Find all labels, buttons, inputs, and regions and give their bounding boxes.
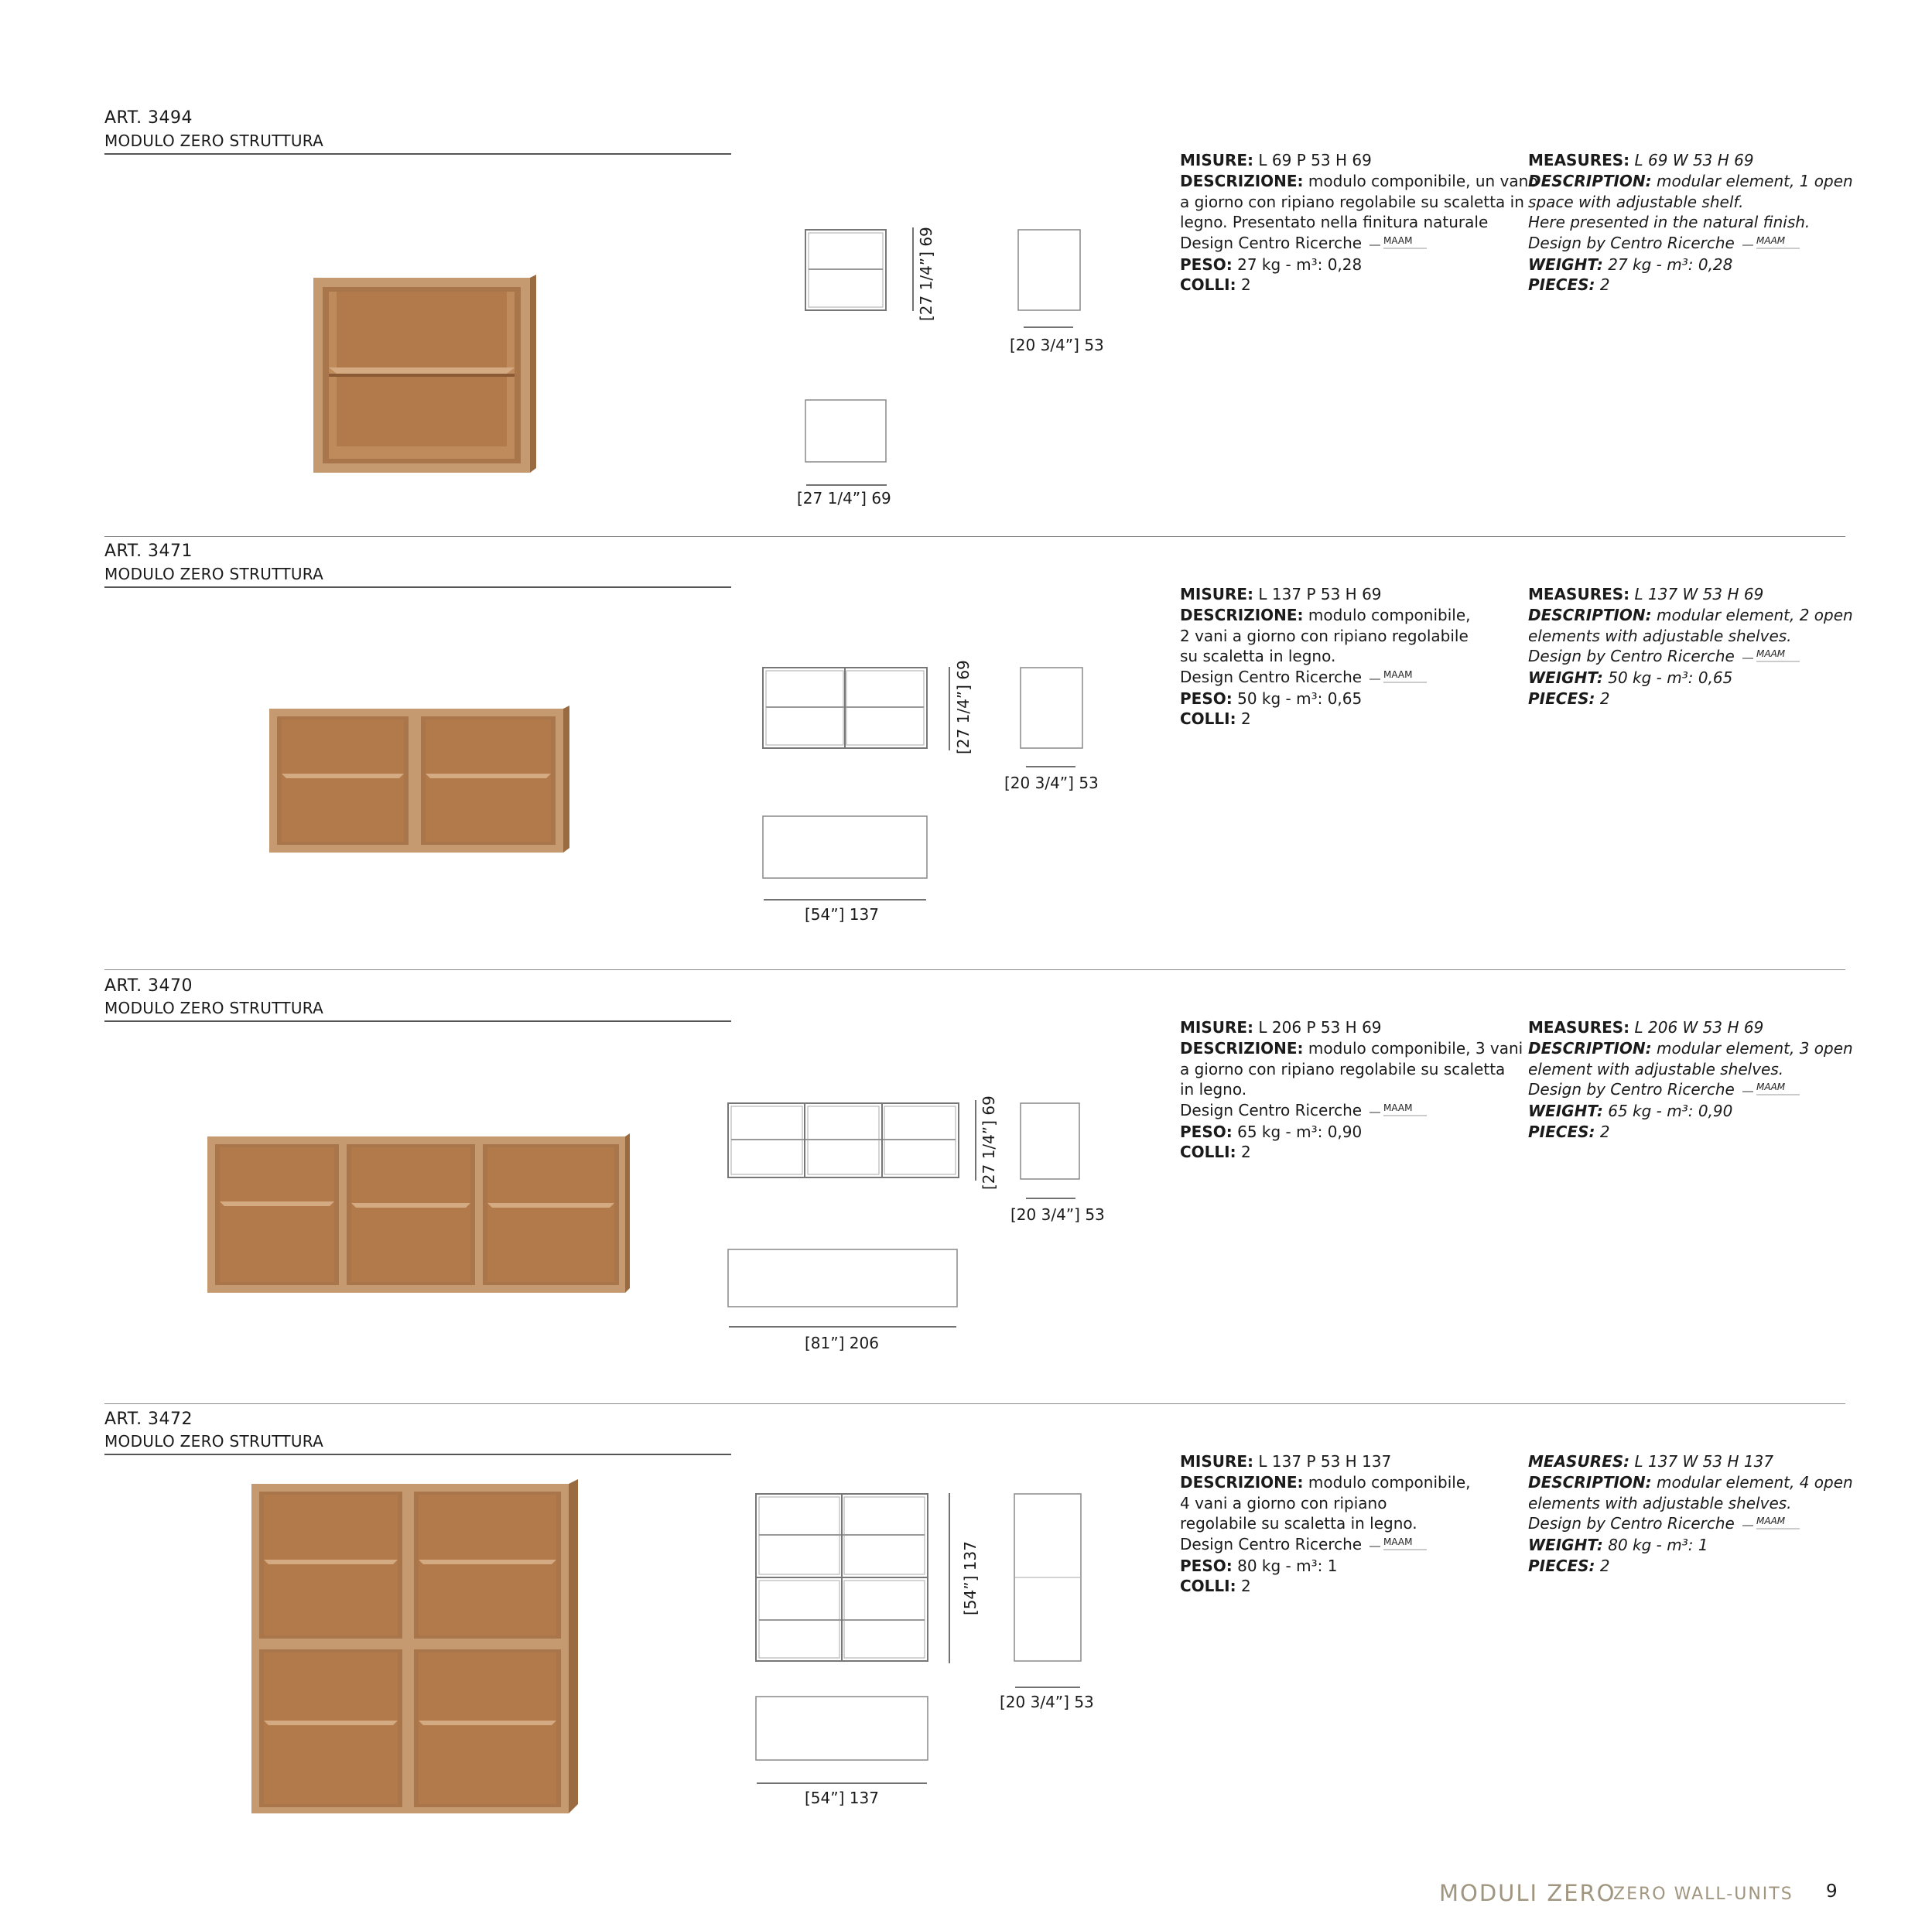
pieces-key: PIECES: xyxy=(1528,1556,1595,1575)
svg-text:MAAM: MAAM xyxy=(1756,234,1785,246)
misure-key: MISURE: xyxy=(1180,151,1254,169)
description-line: modular element, 4 open xyxy=(1651,1472,1853,1492)
width-dim-label: [54”] 137 xyxy=(805,1789,879,1807)
descrizione-line: su scaletta in legno. xyxy=(1180,647,1336,666)
pieces-key: PIECES: xyxy=(1528,275,1595,295)
misure-value: L 137 P 53 H 69 xyxy=(1253,585,1382,603)
description-key: DESCRIPTION: xyxy=(1528,1038,1652,1058)
product-photo xyxy=(251,1479,580,1813)
measures-value: L 137 W 53 H 137 xyxy=(1629,1452,1774,1471)
width-dim-line xyxy=(762,897,928,902)
svg-text:MAAM: MAAM xyxy=(1756,1081,1785,1092)
description-line: elements with adjustable shelves. xyxy=(1528,626,1792,645)
spec-italian xyxy=(1180,1017,1523,1163)
top-view-drawing xyxy=(805,399,890,465)
peso-value: 65 kg - m³: 0,90 xyxy=(1232,1122,1363,1141)
measures-key: MEASURES: xyxy=(1528,1018,1630,1037)
article-subtitle: MODULO ZERO STRUTTURA xyxy=(104,132,324,150)
maam-logo xyxy=(1368,234,1430,255)
footer-subtitle: ZERO WALL-UNITS xyxy=(1613,1885,1794,1904)
weight-value: 65 kg - m³: 0,90 xyxy=(1602,1101,1733,1120)
depth-dim-line xyxy=(1020,764,1086,769)
descrizione-line: a giorno con ripiano regolabile su scaletta in xyxy=(1180,192,1524,211)
description-line: modular element, 2 open xyxy=(1651,605,1853,624)
maam-logo xyxy=(1741,1515,1803,1535)
description-line: Here presented in the natural finish. xyxy=(1528,213,1811,232)
weight-value: 80 kg - m³: 1 xyxy=(1602,1535,1708,1554)
svg-text:MAAM: MAAM xyxy=(1383,234,1413,246)
front-view-drawing xyxy=(762,667,928,752)
width-dim-line xyxy=(755,1781,929,1786)
peso-key: PESO: xyxy=(1180,1122,1233,1141)
side-view-drawing xyxy=(1014,1493,1083,1663)
pieces-value: 2 xyxy=(1595,1556,1610,1575)
height-dim-label: [27 1/4”] 69 xyxy=(980,1095,998,1190)
front-view-drawing xyxy=(805,229,890,314)
descrizione-line: modulo componibile, xyxy=(1303,605,1471,624)
descrizione-line: regolabile su scaletta in legno. xyxy=(1180,1514,1417,1533)
title-rule xyxy=(104,586,731,588)
peso-key: PESO: xyxy=(1180,689,1233,708)
article-subtitle: MODULO ZERO STRUTTURA xyxy=(104,999,324,1017)
spec-english xyxy=(1528,150,1853,296)
descrizione-key: DESCRIZIONE: xyxy=(1180,605,1304,624)
article-subtitle: MODULO ZERO STRUTTURA xyxy=(104,565,324,583)
height-dim-label: [54”] 137 xyxy=(961,1541,980,1615)
front-view-drawing xyxy=(755,1493,929,1663)
misure-value: L 206 P 53 H 69 xyxy=(1253,1018,1382,1037)
descrizione-key: DESCRIZIONE: xyxy=(1180,1038,1304,1058)
width-dim-label: [54”] 137 xyxy=(805,905,879,924)
weight-value: 27 kg - m³: 0,28 xyxy=(1602,255,1733,274)
article-number: ART. 3470 xyxy=(104,976,193,996)
design-credit: Design by Centro Ricerche xyxy=(1528,234,1735,253)
description-line: elements with adjustable shelves. xyxy=(1528,1493,1792,1512)
pieces-value: 2 xyxy=(1595,689,1610,708)
misure-key: MISURE: xyxy=(1180,1452,1254,1471)
maam-logo xyxy=(1368,668,1430,689)
depth-dim-label: [20 3/4”] 53 xyxy=(1010,336,1104,354)
depth-dim-line xyxy=(1020,1196,1086,1201)
depth-dim-line xyxy=(1014,1685,1083,1690)
maam-logo xyxy=(1368,1536,1430,1556)
svg-text:MAAM: MAAM xyxy=(1383,1102,1413,1113)
measures-key: MEASURES: xyxy=(1528,151,1630,169)
colli-key: COLLI: xyxy=(1180,275,1236,295)
descrizione-line: 2 vani a giorno con ripiano regolabile xyxy=(1180,626,1469,645)
article-subtitle: MODULO ZERO STRUTTURA xyxy=(104,1432,324,1451)
colli-key: COLLI: xyxy=(1180,709,1236,729)
misure-key: MISURE: xyxy=(1180,1018,1254,1037)
article-number: ART. 3472 xyxy=(104,1410,193,1429)
maam-logo xyxy=(1741,648,1803,668)
height-dim-label: [27 1/4”] 69 xyxy=(917,227,935,321)
width-dim-label: [81”] 206 xyxy=(805,1334,879,1352)
pieces-key: PIECES: xyxy=(1528,1122,1595,1141)
depth-dim-line xyxy=(1017,325,1083,330)
depth-dim-label: [20 3/4”] 53 xyxy=(1000,1693,1094,1711)
peso-value: 80 kg - m³: 1 xyxy=(1232,1556,1338,1575)
measures-value: L 206 W 53 H 69 xyxy=(1629,1018,1764,1037)
descrizione-key: DESCRIZIONE: xyxy=(1180,1472,1304,1492)
maam-logo xyxy=(1741,234,1803,255)
colli-value: 2 xyxy=(1236,275,1251,295)
depth-dim-label: [20 3/4”] 53 xyxy=(1010,1205,1105,1224)
descrizione-line: legno. Presentato nella finitura naturale xyxy=(1180,213,1489,232)
design-credit: Design by Centro Ricerche xyxy=(1528,647,1735,666)
colli-value: 2 xyxy=(1236,1143,1251,1162)
footer-title: MODULI ZERO xyxy=(1439,1880,1616,1906)
side-view-drawing xyxy=(1017,229,1083,314)
pieces-value: 2 xyxy=(1595,275,1610,295)
article-number: ART. 3494 xyxy=(104,108,193,128)
page-number: 9 xyxy=(1826,1881,1838,1902)
product-photo xyxy=(313,275,538,476)
height-dim-line xyxy=(972,1097,980,1186)
height-dim-label: [27 1/4”] 69 xyxy=(954,660,973,754)
spec-english xyxy=(1528,584,1853,709)
svg-text:MAAM: MAAM xyxy=(1756,648,1785,659)
depth-dim-label: [20 3/4”] 53 xyxy=(1004,774,1099,792)
spec-english xyxy=(1528,1017,1853,1142)
description-line: modular element, 3 open xyxy=(1651,1038,1853,1058)
height-dim-line xyxy=(945,664,953,757)
svg-text:MAAM: MAAM xyxy=(1383,1536,1413,1547)
pieces-key: PIECES: xyxy=(1528,689,1595,708)
peso-key: PESO: xyxy=(1180,255,1233,274)
article-number: ART. 3471 xyxy=(104,542,193,561)
colli-value: 2 xyxy=(1236,1577,1251,1596)
description-key: DESCRIPTION: xyxy=(1528,1472,1652,1492)
maam-logo xyxy=(1368,1102,1430,1122)
weight-value: 50 kg - m³: 0,65 xyxy=(1602,668,1733,687)
misure-value: L 69 P 53 H 69 xyxy=(1253,151,1372,169)
weight-key: WEIGHT: xyxy=(1528,1535,1603,1554)
title-rule xyxy=(104,1020,731,1022)
weight-key: WEIGHT: xyxy=(1528,255,1603,274)
width-dim-line xyxy=(805,483,890,487)
product-photo xyxy=(269,706,571,853)
descrizione-line: modulo componibile, 3 vani xyxy=(1303,1038,1523,1058)
colli-key: COLLI: xyxy=(1180,1143,1236,1162)
design-credit: Design Centro Ricerche xyxy=(1180,234,1363,253)
measures-value: L 137 W 53 H 69 xyxy=(1629,585,1764,603)
measures-value: L 69 W 53 H 69 xyxy=(1629,151,1754,169)
design-credit: Design by Centro Ricerche xyxy=(1528,1080,1735,1099)
peso-value: 50 kg - m³: 0,65 xyxy=(1232,689,1363,708)
spec-italian xyxy=(1180,584,1470,730)
colli-key: COLLI: xyxy=(1180,1577,1236,1596)
side-view-drawing xyxy=(1020,667,1086,752)
maam-logo xyxy=(1741,1081,1803,1101)
title-rule xyxy=(104,1454,731,1455)
section-separator xyxy=(104,1403,1845,1404)
section-separator xyxy=(104,969,1845,970)
weight-key: WEIGHT: xyxy=(1528,1101,1603,1120)
peso-value: 27 kg - m³: 0,28 xyxy=(1232,255,1363,274)
side-view-drawing xyxy=(1020,1102,1082,1184)
descrizione-line: modulo componibile, xyxy=(1303,1472,1471,1492)
misure-value: L 137 P 53 H 137 xyxy=(1253,1452,1392,1471)
misure-key: MISURE: xyxy=(1180,585,1254,603)
pieces-value: 2 xyxy=(1595,1122,1610,1141)
design-credit: Design Centro Ricerche xyxy=(1180,668,1363,687)
design-credit: Design Centro Ricerche xyxy=(1180,1535,1363,1554)
measures-key: MEASURES: xyxy=(1528,585,1630,603)
description-line: modular element, 1 open xyxy=(1651,171,1853,190)
descrizione-line: modulo componibile, un vano xyxy=(1303,171,1538,190)
measures-key: MEASURES: xyxy=(1528,1452,1630,1471)
svg-text:MAAM: MAAM xyxy=(1383,668,1413,680)
svg-text:MAAM: MAAM xyxy=(1756,1515,1785,1526)
title-rule xyxy=(104,153,731,155)
peso-key: PESO: xyxy=(1180,1556,1233,1575)
description-key: DESCRIPTION: xyxy=(1528,171,1652,190)
design-credit: Design by Centro Ricerche xyxy=(1528,1514,1735,1533)
spec-english xyxy=(1528,1451,1853,1576)
top-view-drawing xyxy=(727,1249,959,1311)
spec-italian xyxy=(1180,150,1538,296)
description-line: element with adjustable shelves. xyxy=(1528,1059,1784,1078)
design-credit: Design Centro Ricerche xyxy=(1180,1101,1363,1120)
spec-italian xyxy=(1180,1451,1470,1597)
front-view-drawing xyxy=(727,1102,959,1180)
weight-key: WEIGHT: xyxy=(1528,668,1603,687)
descrizione-line: a giorno con ripiano regolabile su scaletta xyxy=(1180,1059,1506,1078)
descrizione-key: DESCRIZIONE: xyxy=(1180,171,1304,190)
colli-value: 2 xyxy=(1236,709,1251,729)
top-view-drawing xyxy=(762,815,928,881)
width-dim-line xyxy=(727,1324,959,1329)
top-view-drawing xyxy=(755,1696,929,1762)
height-dim-line xyxy=(909,224,917,317)
section-separator xyxy=(104,536,1845,537)
descrizione-line: 4 vani a giorno con ripiano xyxy=(1180,1493,1387,1512)
descrizione-line: in legno. xyxy=(1180,1080,1247,1099)
width-dim-label: [27 1/4”] 69 xyxy=(797,489,891,508)
height-dim-line xyxy=(945,1492,953,1665)
description-line: space with adjustable shelf. xyxy=(1528,192,1744,211)
description-key: DESCRIPTION: xyxy=(1528,605,1652,624)
product-photo xyxy=(207,1133,633,1293)
